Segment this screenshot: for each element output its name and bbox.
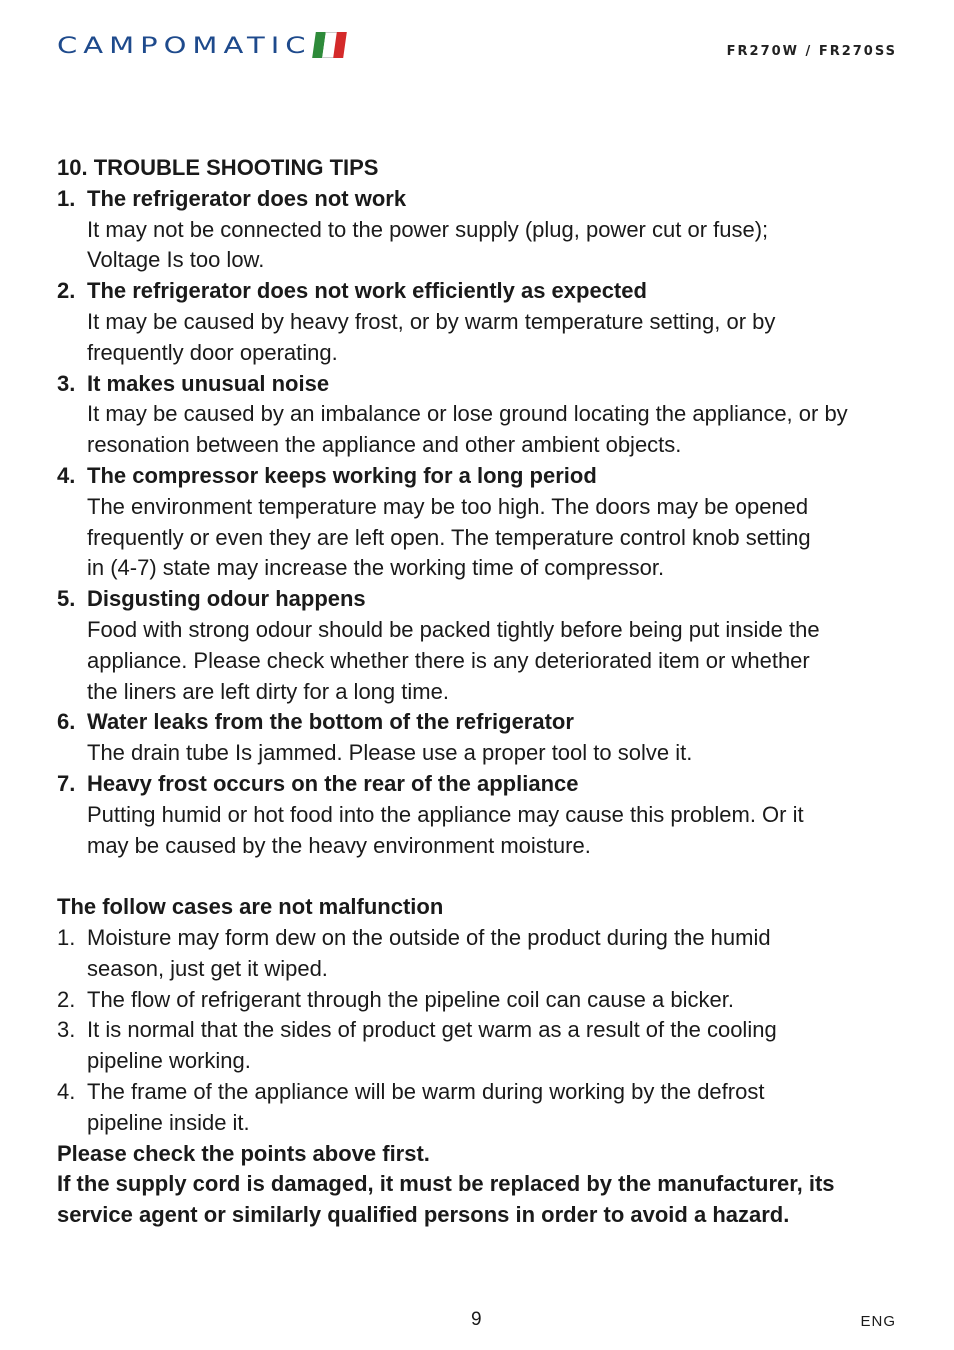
- warning-line: service agent or similarly qualified persons in order to avoid a hazard.: [57, 1202, 790, 1228]
- list-item: [57, 985, 897, 1016]
- list-item: [57, 584, 897, 707]
- model-number: FR270W / FR270SS: [726, 44, 897, 59]
- item-title: Water leaks from the bottom of the refrigerator: [87, 709, 574, 735]
- item-number: 2.: [57, 986, 76, 1012]
- list-item: [57, 1077, 897, 1139]
- spacer: [57, 861, 897, 892]
- page-header: [0, 0, 954, 80]
- item-line: Food with strong odour should be packed tightly before being put inside the: [87, 616, 820, 642]
- item-line: It may not be connected to the power supply (plug, power cut or fuse);: [87, 216, 769, 242]
- item-line: The drain tube Is jammed. Please use a proper tool to solve it.: [87, 740, 693, 766]
- document-body: [57, 153, 897, 1231]
- item-line: the liners are left dirty for a long time.: [87, 678, 449, 704]
- list-item: [57, 769, 897, 861]
- item-number: 3.: [57, 1017, 76, 1043]
- page-number: 9: [471, 1309, 482, 1330]
- item-line: in (4-7) state may increase the working time of compressor.: [87, 555, 665, 581]
- trouble-list: [57, 184, 897, 862]
- item-line: Putting humid or hot food into the appliance may cause this problem. Or it: [87, 801, 804, 827]
- list-item: [57, 1015, 897, 1077]
- list-item: [57, 707, 897, 769]
- item-number: 7.: [57, 770, 76, 796]
- section-title: 10. TROUBLE SHOOTING TIPS: [57, 155, 379, 180]
- item-title: The refrigerator does not work efficiently as expected: [87, 278, 647, 304]
- item-line: frequently or even they are left open. The temperature control knob setting: [87, 524, 811, 550]
- brand-name: CAMPOMATIC: [57, 31, 312, 59]
- warning-line: If the supply cord is damaged, it must be replaced by the manufacturer, its: [57, 1171, 835, 1197]
- item-line: pipeline inside it.: [87, 1109, 250, 1135]
- item-title: The compressor keeps working for a long period: [87, 462, 597, 488]
- list-item: [57, 184, 897, 276]
- list-item: [57, 461, 897, 584]
- item-line: pipeline working.: [87, 1048, 251, 1074]
- item-line: It is normal that the sides of product get warm as a result of the cooling: [87, 1017, 777, 1043]
- item-number: 5.: [57, 586, 76, 612]
- item-line: appliance. Please check whether there is any deteriorated item or whether: [87, 647, 810, 673]
- item-number: 4.: [57, 462, 76, 488]
- item-line: The frame of the appliance will be warm during working by the defrost: [87, 1078, 765, 1104]
- item-number: 4.: [57, 1078, 76, 1104]
- item-title: It makes unusual noise: [87, 370, 330, 396]
- list-item: [57, 369, 897, 461]
- item-line: The environment temperature may be too high. The doors may be opened: [87, 493, 809, 519]
- item-line: resonation between the appliance and other ambient objects.: [87, 432, 682, 458]
- item-line: season, just get it wiped.: [87, 955, 328, 981]
- item-number: 2.: [57, 278, 76, 304]
- brand-logo: [57, 30, 345, 60]
- notes-title: The follow cases are not malfunction: [57, 894, 444, 920]
- check-note: Please check the points above first.: [57, 1140, 430, 1166]
- italian-flag-icon: [312, 32, 347, 58]
- item-line: It may be caused by heavy frost, or by warm temperature setting, or by: [87, 308, 776, 334]
- item-title: Heavy frost occurs on the rear of the appliance: [87, 770, 579, 796]
- item-line: Voltage Is too low.: [87, 247, 265, 273]
- language-label: ENG: [860, 1313, 896, 1330]
- item-line: frequently door operating.: [87, 339, 338, 365]
- item-title: The refrigerator does not work: [87, 185, 407, 211]
- item-line: The flow of refrigerant through the pipeline coil can cause a bicker.: [87, 986, 734, 1012]
- item-number: 1.: [57, 185, 76, 211]
- list-item: [57, 276, 897, 368]
- item-number: 6.: [57, 709, 76, 735]
- item-line: It may be caused by an imbalance or lose ground locating the appliance, or by: [87, 401, 848, 427]
- item-number: 1.: [57, 924, 76, 950]
- item-line: may be caused by the heavy environment moisture.: [87, 832, 591, 858]
- item-number: 3.: [57, 370, 76, 396]
- notes-list: [57, 923, 897, 1139]
- item-title: Disgusting odour happens: [87, 586, 366, 612]
- list-item: [57, 923, 897, 985]
- item-line: Moisture may form dew on the outside of the product during the humid: [87, 924, 771, 950]
